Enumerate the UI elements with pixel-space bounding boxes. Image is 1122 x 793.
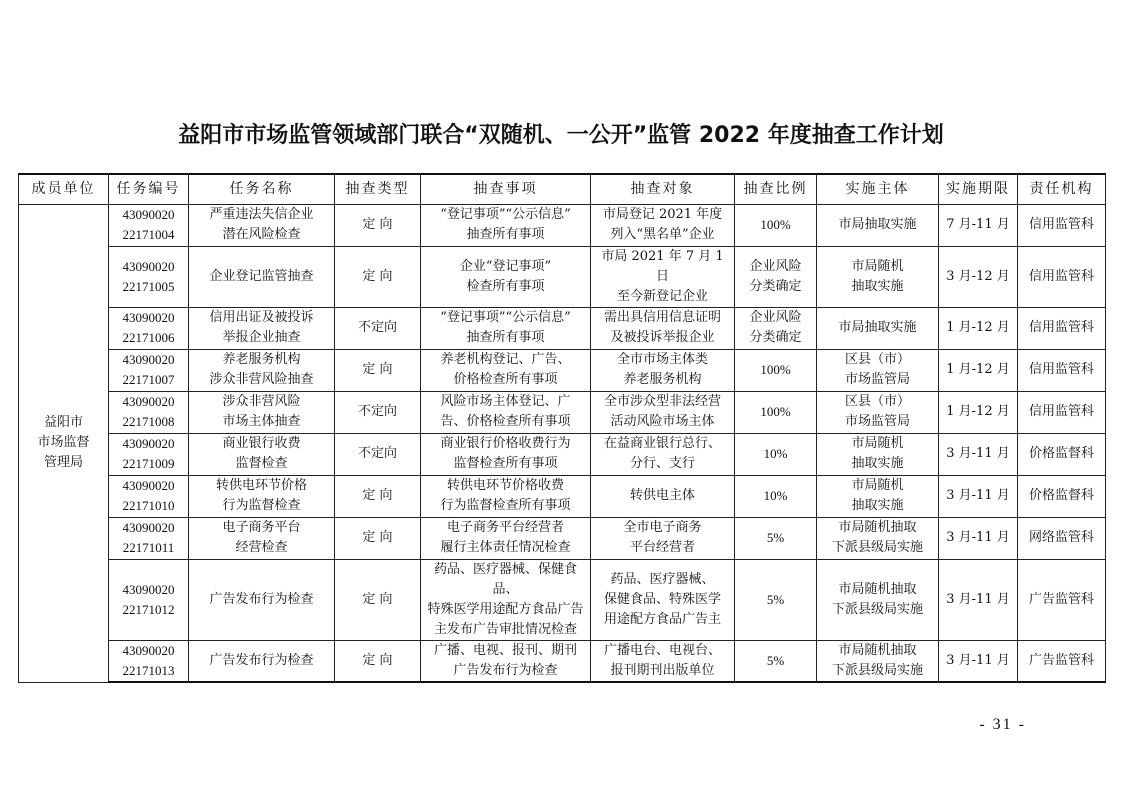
check-ratio-cell xyxy=(735,246,817,307)
cell-line: 市局登记 2021 年度 xyxy=(602,207,723,222)
period-cell: 3 月-11 月 xyxy=(939,559,1018,640)
task-name-cell xyxy=(189,475,335,517)
task-name-cell xyxy=(189,559,335,640)
check-items-cell xyxy=(421,246,591,307)
header-check-objects: 抽查对象 xyxy=(591,174,735,204)
cell-line: 市局随机 xyxy=(851,258,904,274)
cell-line: 市局 2021 年 7 月 1 日 xyxy=(601,248,724,284)
responsible-org-cell: 广告监管科 xyxy=(1018,640,1106,682)
check-type-cell: 不定向 xyxy=(335,391,421,433)
member-unit-line: 市场监督 xyxy=(37,435,90,450)
cell-line: 企业风险 xyxy=(749,310,802,325)
cell-line: 22171013 xyxy=(122,662,175,678)
task-name-cell xyxy=(189,391,335,433)
cell-line: 报刊期刊出版单位 xyxy=(610,662,715,678)
header-executor: 实施主体 xyxy=(817,174,939,204)
executor-cell xyxy=(817,640,939,682)
table-row xyxy=(19,433,1106,475)
check-ratio-cell xyxy=(735,204,817,246)
cell-line: 5% xyxy=(766,530,785,545)
check-objects-cell xyxy=(591,349,735,391)
cell-line: 履行主体责任情况检查 xyxy=(440,540,571,555)
responsible-org-cell: 网络监管科 xyxy=(1018,517,1106,559)
header-check-items: 抽查事项 xyxy=(421,174,591,204)
table-row xyxy=(19,559,1106,640)
cell-line: 市局随机抽取 xyxy=(838,520,917,535)
table-row xyxy=(19,391,1106,433)
task-name-cell xyxy=(189,307,335,349)
task-code-cell xyxy=(109,349,189,391)
cell-line: 100% xyxy=(760,362,791,377)
table-row xyxy=(19,307,1106,349)
cell-line: 药品、医疗器械、保健食品、 xyxy=(433,561,577,597)
task-code-cell xyxy=(109,517,189,559)
cell-line: 抽取实施 xyxy=(851,278,904,294)
cell-line: 风险市场主体登记、广 xyxy=(440,394,571,409)
table-row xyxy=(19,517,1106,559)
task-name-cell xyxy=(189,517,335,559)
executor-cell xyxy=(817,307,939,349)
cell-line: 严重违法失信企业 xyxy=(209,207,314,222)
check-ratio-cell xyxy=(735,349,817,391)
check-ratio-cell xyxy=(735,307,817,349)
cell-line: 列入“黑名单”企业 xyxy=(610,227,715,242)
cell-line: 主发布广告审批情况检查 xyxy=(433,621,577,637)
task-code-cell xyxy=(109,559,189,640)
member-unit-line: 益阳市 xyxy=(43,415,83,430)
cell-line: 22171005 xyxy=(122,278,175,294)
cell-line: 5% xyxy=(766,591,785,607)
cell-line: 22171009 xyxy=(122,456,175,471)
check-objects-cell xyxy=(591,640,735,682)
cell-line: 分类确定 xyxy=(749,330,802,345)
cell-line: 检查所有事项 xyxy=(466,278,545,294)
cell-line: 养老服务机构 xyxy=(222,352,301,367)
cell-line: 广播、电视、报刊、期刊 xyxy=(433,642,577,658)
responsible-org-cell: 信用监管科 xyxy=(1018,349,1106,391)
cell-line: 下派县级局实施 xyxy=(831,601,923,617)
cell-line: 全市涉众型非法经营 xyxy=(603,394,721,409)
cell-line: 至今新登记企业 xyxy=(616,288,708,304)
cell-line: 养老服务机构 xyxy=(623,372,702,387)
check-type-cell: 不定向 xyxy=(335,307,421,349)
cell-line: 市局随机抽取 xyxy=(838,642,917,658)
task-name-cell xyxy=(189,433,335,475)
cell-line: 举报企业抽查 xyxy=(222,330,301,345)
cell-line: 抽查所有事项 xyxy=(466,227,545,242)
check-items-cell xyxy=(421,391,591,433)
period-cell: 1 月-12 月 xyxy=(939,307,1018,349)
cell-line: 22171006 xyxy=(122,330,175,345)
check-type-cell: 定 向 xyxy=(335,246,421,307)
task-code-cell xyxy=(109,246,189,307)
cell-line: 区县（市） xyxy=(844,394,910,409)
period-cell: 7 月-11 月 xyxy=(939,204,1018,246)
responsible-org-cell: 信用监管科 xyxy=(1018,246,1106,307)
cell-line: 潜在风险检查 xyxy=(222,227,301,242)
cell-line: 分类确定 xyxy=(749,278,802,294)
header-check-type: 抽查类型 xyxy=(335,174,421,204)
cell-line: 广告发布行为检查 xyxy=(209,652,314,668)
cell-line: 分行、支行 xyxy=(629,456,695,471)
period-cell: 3 月-11 月 xyxy=(939,475,1018,517)
executor-cell xyxy=(817,433,939,475)
period-cell: 3 月-11 月 xyxy=(939,433,1018,475)
cell-line: 43090020 xyxy=(122,310,175,325)
check-type-cell: 定 向 xyxy=(335,517,421,559)
plan-table xyxy=(18,173,1106,683)
cell-line: 抽查所有事项 xyxy=(466,330,545,345)
check-ratio-cell xyxy=(735,559,817,640)
cell-line: 经营检查 xyxy=(235,540,288,555)
check-items-cell xyxy=(421,433,591,475)
cell-line: 22171007 xyxy=(122,372,175,387)
table-row xyxy=(19,640,1106,682)
cell-line: 43090020 xyxy=(122,581,175,597)
cell-line: 转供电环节价格收费 xyxy=(446,478,564,493)
page-number: - 31 - xyxy=(979,716,1026,733)
cell-line: 市局随机 xyxy=(851,478,904,493)
check-ratio-cell xyxy=(735,475,817,517)
header-task-name: 任务名称 xyxy=(189,174,335,204)
check-type-cell: 定 向 xyxy=(335,559,421,640)
header-responsible-org: 责任机构 xyxy=(1018,174,1106,204)
cell-line: 价格检查所有事项 xyxy=(453,372,558,387)
member-unit-line: 管理局 xyxy=(43,455,83,470)
executor-cell xyxy=(817,517,939,559)
check-ratio-cell xyxy=(735,640,817,682)
task-name-cell xyxy=(189,349,335,391)
check-type-cell: 定 向 xyxy=(335,475,421,517)
check-items-cell xyxy=(421,475,591,517)
cell-line: 市局随机抽取 xyxy=(838,581,917,597)
cell-line: 企业风险 xyxy=(749,258,802,274)
task-code-cell xyxy=(109,204,189,246)
cell-line: 涉众非营风险 xyxy=(222,394,301,409)
check-objects-cell xyxy=(591,246,735,307)
check-type-cell: 定 向 xyxy=(335,640,421,682)
cell-line: 43090020 xyxy=(122,642,175,658)
cell-line: 全市电子商务 xyxy=(623,520,702,535)
table-body xyxy=(19,204,1106,682)
cell-line: 22171011 xyxy=(122,540,175,555)
cell-line: 企业登记监管抽查 xyxy=(209,268,314,284)
header-period: 实施期限 xyxy=(939,174,1018,204)
cell-line: 全市市场主体类 xyxy=(616,352,708,367)
page-title: 益阳市市场监管领域部门联合“双随机、一公开”监管 2022 年度抽查工作计划 xyxy=(178,123,944,148)
cell-line: 22171008 xyxy=(122,414,175,429)
executor-cell xyxy=(817,475,939,517)
table-row xyxy=(19,246,1106,307)
cell-line: 22171012 xyxy=(122,601,175,617)
header-member-unit: 成员单位 xyxy=(19,174,109,204)
cell-line: 监督检查所有事项 xyxy=(453,456,558,471)
cell-line: 下派县级局实施 xyxy=(831,540,923,555)
cell-line: 43090020 xyxy=(122,394,175,409)
cell-line: 下派县级局实施 xyxy=(831,662,923,678)
cell-line: 告、价格检查所有事项 xyxy=(440,414,571,429)
cell-line: 平台经营者 xyxy=(629,540,695,555)
cell-line: 22171004 xyxy=(122,227,175,242)
cell-line: 企业“登记事项” xyxy=(459,258,552,274)
check-objects-cell xyxy=(591,475,735,517)
executor-cell xyxy=(817,559,939,640)
cell-line: 涉众非营风险抽查 xyxy=(209,372,314,387)
cell-line: “登记事项”“公示信息” xyxy=(440,310,571,325)
cell-line: 市场主体抽查 xyxy=(222,414,301,429)
executor-cell xyxy=(817,391,939,433)
check-items-cell xyxy=(421,349,591,391)
cell-line: 市局抽取实施 xyxy=(838,320,917,335)
cell-line: 广告发布行为检查 xyxy=(209,591,314,607)
cell-line: 行为监督检查 xyxy=(222,498,301,513)
check-type-cell: 定 向 xyxy=(335,204,421,246)
table-row xyxy=(19,475,1106,517)
check-objects-cell xyxy=(591,559,735,640)
responsible-org-cell: 信用监管科 xyxy=(1018,391,1106,433)
cell-line: 用途配方食品广告主 xyxy=(603,611,721,627)
member-unit-cell xyxy=(19,204,109,682)
executor-cell xyxy=(817,204,939,246)
check-objects-cell xyxy=(591,391,735,433)
cell-line: 100% xyxy=(760,217,791,232)
cell-line: 广告发布行为检查 xyxy=(453,662,558,678)
period-cell: 1 月-12 月 xyxy=(939,349,1018,391)
table-row xyxy=(19,204,1106,246)
cell-line: 10% xyxy=(763,488,788,503)
cell-line: 市场监管局 xyxy=(844,414,910,429)
check-ratio-cell xyxy=(735,391,817,433)
period-cell: 3 月-11 月 xyxy=(939,517,1018,559)
check-objects-cell xyxy=(591,307,735,349)
cell-line: 转供电主体 xyxy=(629,488,695,503)
task-name-cell xyxy=(189,246,335,307)
cell-line: 特殊医学用途配方食品广告 xyxy=(427,601,584,617)
cell-line: 商业银行收费 xyxy=(222,436,301,451)
check-type-cell: 不定向 xyxy=(335,433,421,475)
cell-line: 市局抽取实施 xyxy=(838,217,917,232)
cell-line: 43090020 xyxy=(122,478,175,493)
cell-line: 电子商务平台经营者 xyxy=(446,520,564,535)
cell-line: 电子商务平台 xyxy=(222,520,301,535)
task-code-cell xyxy=(109,391,189,433)
cell-line: 100% xyxy=(760,404,791,419)
cell-line: “登记事项”“公示信息” xyxy=(440,207,571,222)
task-code-cell xyxy=(109,433,189,475)
period-cell: 3 月-12 月 xyxy=(939,246,1018,307)
table-row xyxy=(19,349,1106,391)
check-items-cell xyxy=(421,517,591,559)
period-cell: 1 月-12 月 xyxy=(939,391,1018,433)
cell-line: 43090020 xyxy=(122,207,175,222)
cell-line: 43090020 xyxy=(122,352,175,367)
executor-cell xyxy=(817,349,939,391)
cell-line: 行为监督检查所有事项 xyxy=(440,498,571,513)
cell-line: 活动风险市场主体 xyxy=(610,414,715,429)
cell-line: 10% xyxy=(763,446,788,461)
cell-line: 市场监管局 xyxy=(844,372,910,387)
check-ratio-cell xyxy=(735,517,817,559)
responsible-org-cell: 价格监督科 xyxy=(1018,433,1106,475)
cell-line: 转供电环节价格 xyxy=(215,478,307,493)
cell-line: 及被投诉举报企业 xyxy=(610,330,715,345)
header-task-code: 任务编号 xyxy=(109,174,189,204)
check-items-cell xyxy=(421,559,591,640)
period-cell: 3 月-11 月 xyxy=(939,640,1018,682)
task-code-cell xyxy=(109,475,189,517)
cell-line: 广播电台、电视台、 xyxy=(603,642,721,658)
cell-line: 药品、医疗器械、 xyxy=(610,571,715,587)
responsible-org-cell: 信用监管科 xyxy=(1018,307,1106,349)
cell-line: 需出具信用信息证明 xyxy=(603,310,721,325)
cell-line: 市局随机 xyxy=(851,436,904,451)
check-objects-cell xyxy=(591,517,735,559)
table-header-row xyxy=(19,174,1106,204)
task-name-cell xyxy=(189,640,335,682)
responsible-org-cell: 信用监管科 xyxy=(1018,204,1106,246)
cell-line: 养老机构登记、广告、 xyxy=(440,352,571,367)
cell-line: 抽取实施 xyxy=(851,498,904,513)
check-items-cell xyxy=(421,640,591,682)
cell-line: 抽取实施 xyxy=(851,456,904,471)
executor-cell xyxy=(817,246,939,307)
check-objects-cell xyxy=(591,433,735,475)
cell-line: 保健食品、特殊医学 xyxy=(603,591,721,607)
cell-line: 43090020 xyxy=(122,258,175,274)
check-items-cell xyxy=(421,204,591,246)
cell-line: 商业银行价格收费行为 xyxy=(440,436,571,451)
check-ratio-cell xyxy=(735,433,817,475)
cell-line: 43090020 xyxy=(122,436,175,451)
cell-line: 监督检查 xyxy=(235,456,288,471)
cell-line: 信用出证及被投诉 xyxy=(209,310,314,325)
task-code-cell xyxy=(109,640,189,682)
responsible-org-cell: 价格监督科 xyxy=(1018,475,1106,517)
cell-line: 5% xyxy=(766,652,785,668)
cell-line: 区县（市） xyxy=(844,352,910,367)
check-objects-cell xyxy=(591,204,735,246)
task-name-cell xyxy=(189,204,335,246)
check-items-cell xyxy=(421,307,591,349)
header-check-ratio: 抽查比例 xyxy=(735,174,817,204)
cell-line: 22171010 xyxy=(122,498,175,513)
cell-line: 在益商业银行总行、 xyxy=(603,436,721,451)
check-type-cell: 定 向 xyxy=(335,349,421,391)
task-code-cell xyxy=(109,307,189,349)
responsible-org-cell: 广告监管科 xyxy=(1018,559,1106,640)
cell-line: 43090020 xyxy=(122,520,175,535)
